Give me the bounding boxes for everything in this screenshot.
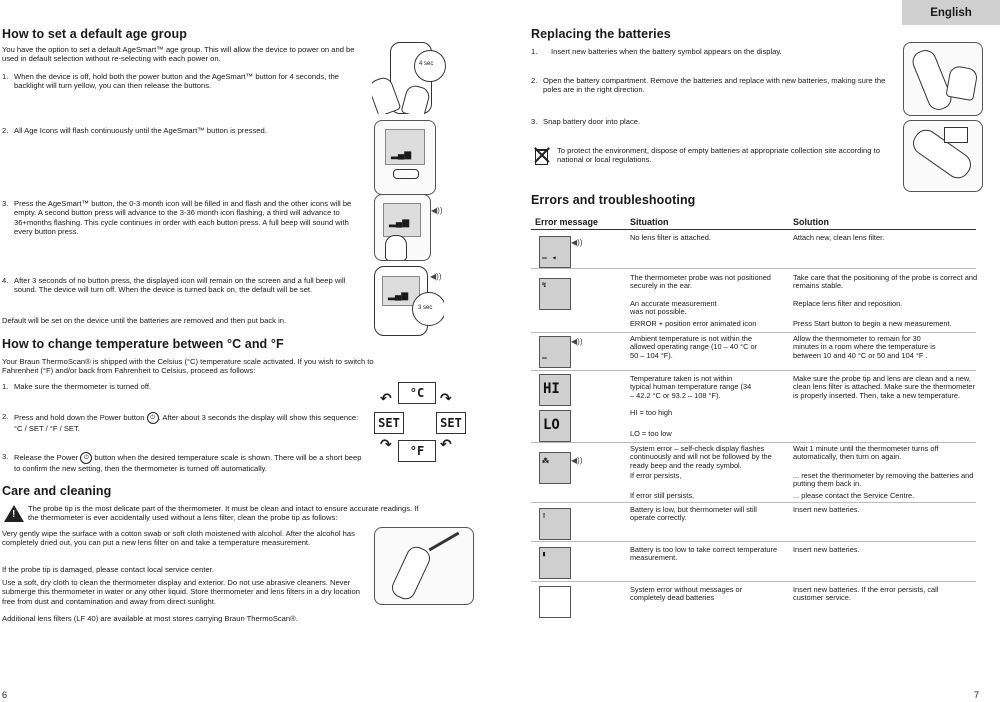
table-header-rule — [531, 229, 976, 230]
age-group-intro: You have the option to set a default AgeSmart™ age group. This will allow the device to power on and be used in default selection without re-selecting with each power on. — [2, 45, 355, 64]
sound-icon: ◀)) — [431, 206, 443, 215]
lcd-lo: LO — [539, 410, 571, 442]
row-divider — [531, 502, 976, 503]
situation-cell: HI = too high — [630, 408, 673, 417]
illustration-cleaning — [374, 527, 474, 605]
row-divider — [531, 541, 976, 542]
sound-icon: ◀)) — [571, 238, 583, 247]
lcd-no-filter — [539, 236, 571, 268]
age-icons: ▂▄▆ — [391, 149, 412, 159]
row-divider — [531, 268, 976, 269]
sound-icon: ◀)) — [571, 337, 583, 346]
temperature-scale-heading: How to change temperature between °C and °F — [2, 337, 284, 351]
age-icons: ▂▄▆ — [388, 290, 409, 300]
solution-cell: Wait 1 minute until the thermometer turns off automatically, then turn on again. — [793, 444, 939, 462]
situation-cell: LO = too low — [630, 429, 672, 438]
lcd-position-error — [539, 278, 571, 310]
battery-icon — [944, 127, 968, 143]
self-check-icon: ⁂ — [542, 457, 549, 465]
set-display-left: SET — [374, 412, 404, 434]
situation-cell: No lens filter is attached. — [630, 233, 711, 242]
environment-note: To protect the environment, dispose of empty batteries at appropriate collection site according to national or local regulations. — [557, 146, 880, 165]
warning-icon: ! — [4, 505, 24, 522]
situation-cell: System error without messages or completely dead batteries — [630, 585, 743, 603]
recycle-bin-crossed-icon — [533, 146, 549, 164]
battery-low-icon: ▯ — [542, 511, 547, 519]
fahrenheit-display: °F — [398, 440, 436, 462]
situation-cell: The thermometer probe was not positioned securely in the ear. — [630, 273, 771, 291]
temp-step-3: 3. Release the Power ⏻ button when the desired temperature scale is shown. There will be a short beep to confirm the new setting, then the thermometer is turned off automatically. — [2, 452, 362, 473]
battery-step-3: 3. Snap battery door into place. — [531, 117, 641, 126]
batteries-heading: Replacing the batteries — [531, 27, 671, 41]
care-warning: The probe tip is the most delicate part of the thermometer. It must be clean and intact to ensure accurate readings. If the thermometer is ever accidentally used without a lens filter, clean the probe tip as follows: — [28, 504, 419, 523]
care-paragraph-4: Additional lens filters (LF 40) are available at most stores carrying Braun ThermoScan®. — [2, 614, 298, 623]
row-divider — [531, 370, 976, 371]
lcd-hi: HI — [539, 374, 571, 406]
column-solution: Solution — [793, 217, 829, 227]
lcd-battery-low — [539, 508, 571, 540]
arrow-cycle-icon: ↷ — [380, 436, 392, 452]
timer-dial-icon: 3 sec — [412, 292, 444, 326]
solution-cell: Insert new batteries. — [793, 505, 860, 514]
battery-step-2: 2. Open the battery compartment. Remove the batteries and replace with new batteries, making sure the poles are in the right direction. — [531, 76, 886, 95]
arrow-cycle-icon: ↶ — [440, 436, 452, 452]
age-icons: ▂▄▆ — [389, 217, 410, 227]
celsius-display: °C — [398, 382, 436, 404]
battery-empty-icon: ▮ — [542, 550, 547, 558]
position-error-icon: ↯ — [542, 281, 547, 289]
situation-cell: System error – self-check display flashes continuously and will not be followed by the ready beep and the ready symbol. — [630, 444, 772, 470]
illustration-hold-buttons — [372, 42, 447, 114]
age-group-heading: How to set a default age group — [2, 27, 187, 41]
set-display-right: SET — [436, 412, 466, 434]
solution-cell: Insert new batteries. If the error persists, call customer service. — [793, 585, 939, 603]
solution-cell: Replace lens filter and reposition. — [793, 299, 903, 308]
page-number-right: 7 — [974, 690, 980, 700]
solution-cell: Allow the thermometer to remain for 30 minutes in a room where the temperature is between 10 and 40 °C or 50 and 104 °F . — [793, 334, 936, 360]
care-paragraph-2: If the probe tip is damaged, please contact local service center. — [2, 565, 214, 574]
lcd-system-error — [539, 452, 571, 484]
temp-step-2: 2. Press and hold down the Power button ⏻ . After about 3 seconds the display will show this sequence: °C / SET / °F / SET. — [2, 412, 359, 433]
arrow-cycle-icon: ↶ — [380, 390, 392, 406]
solution-cell: Make sure the probe tip and lens are clean and a new, clean lens filter is attached. Make sure the thermometer is properly inserted. Then, take a new temperature. — [793, 374, 975, 400]
cotton-swab-icon — [429, 532, 460, 552]
situation-cell: Ambient temperature is not within the allowed operating range (10 – 40 °C or 50 – 104 °F). — [630, 334, 758, 360]
situation-cell: Battery is too low to take correct temperature measurement. — [630, 545, 778, 563]
row-divider — [531, 442, 976, 443]
situation-cell: If error still persists, — [630, 491, 695, 500]
solution-cell: Press Start button to begin a new measurement. — [793, 319, 952, 328]
battery-step-1: 1. Insert new batteries when the battery symbol appears on the display. — [531, 47, 782, 56]
hand-icon — [945, 65, 978, 101]
column-error-message: Error message — [535, 217, 599, 227]
column-situation: Situation — [630, 217, 669, 227]
solution-cell: ... reset the thermometer by removing the batteries and putting them back in. — [793, 471, 974, 489]
solution-cell: Attach new, clean lens filter. — [793, 233, 885, 242]
situation-cell: Temperature taken is not within typical human temperature range (34 – 42.2 °C or 93.2 – 108 °F). — [630, 374, 752, 400]
power-icon: ⏻ — [80, 452, 92, 464]
age-group-footer: Default will be set on the device until the batteries are removed and then put back in. — [2, 316, 287, 325]
page-number-left: 6 — [2, 690, 8, 700]
temp-step-1: 1. Make sure the thermometer is turned off. — [2, 382, 152, 391]
situation-cell: If error persists, — [630, 471, 682, 480]
arrow-cycle-icon: ↷ — [440, 390, 452, 406]
solution-cell: ... please contact the Service Centre. — [793, 491, 915, 500]
sound-icon: ◀)) — [571, 456, 583, 465]
right-page — [500, 0, 1000, 702]
situation-cell: An accurate measurement was not possible. — [630, 299, 717, 317]
illustration-battery-door — [903, 120, 983, 192]
temperature-cycle-illustration — [374, 382, 472, 464]
language-tab: English — [902, 0, 1000, 25]
age-step-1: 1. When the device is off, hold both the power button and the AgeSmart™ button for 4 seconds, the backlight will turn yellow, you can then release the buttons. — [2, 72, 339, 91]
situation-cell: Battery is low, but thermometer will still operate correctly. — [630, 505, 757, 523]
situation-cell: ERROR + position error animated icon — [630, 319, 757, 328]
timer-dial-icon: 4 sec — [414, 50, 446, 82]
lcd-ambient-error — [539, 336, 571, 368]
temperature-scale-intro: Your Braun ThermoScan® is shipped with the Celsius (°C) temperature scale activated. If you wish to switch to Fahrenheit (°F) and/or back from Fahrenheit to Celsius, proceed as follows: — [2, 357, 374, 376]
row-divider — [531, 581, 976, 582]
probe-icon — [389, 543, 434, 602]
care-heading: Care and cleaning — [2, 484, 112, 498]
sound-icon: ◀)) — [430, 272, 442, 281]
row-divider — [531, 332, 976, 333]
errors-heading: Errors and troubleshooting — [531, 193, 696, 207]
lens-filter-icon: — ◂ — [542, 253, 557, 262]
lcd-blank — [539, 586, 571, 618]
solution-cell: Take care that the positioning of the probe is correct and remains stable. — [793, 273, 978, 291]
power-icon: ⏻ — [147, 412, 159, 424]
care-paragraph-1: Very gently wipe the surface with a cotton swab or soft cloth moistened with alcohol. After the alcohol has completely dried out, you can put a new lens filter on and take a temperature measurement. — [2, 529, 355, 548]
illustration-open-compartment — [903, 42, 983, 116]
illustration-flashing-icons — [374, 120, 436, 195]
illustration-agesmart-press — [374, 194, 431, 261]
age-step-4: 4. After 3 seconds of no button press, the displayed icon will remain on the screen and a full beep will sound. The device will turn off. When the device is turned back on, the default will be set. — [2, 276, 346, 295]
lcd-battery-too-low — [539, 547, 571, 579]
finger-icon — [385, 235, 407, 261]
solution-cell: Insert new batteries. — [793, 545, 860, 554]
agesmart-button-icon — [393, 169, 419, 179]
care-paragraph-3: Use a soft, dry cloth to clean the thermometer display and exterior. Do not use abrasive cleaners. Never submerge this thermometer in water or any other liquid. Store thermometer and lens filters in a dry location free from dust and contamination and away from direct sunlight. — [2, 578, 360, 606]
age-step-3: 3. Press the AgeSmart™ button, the 0-3 month icon will be filled in and flash and the other icons will be empty. A second button press will advance to the 3-36 month icon flashing, a third will advance to 36+months flashing. This cycle continues in order with each button press. A full beep will sound with every button press. — [2, 199, 352, 237]
dash-icon: — — [542, 353, 547, 362]
age-step-2: 2. All Age Icons will flash continuously until the AgeSmart™ button is pressed. — [2, 126, 267, 135]
